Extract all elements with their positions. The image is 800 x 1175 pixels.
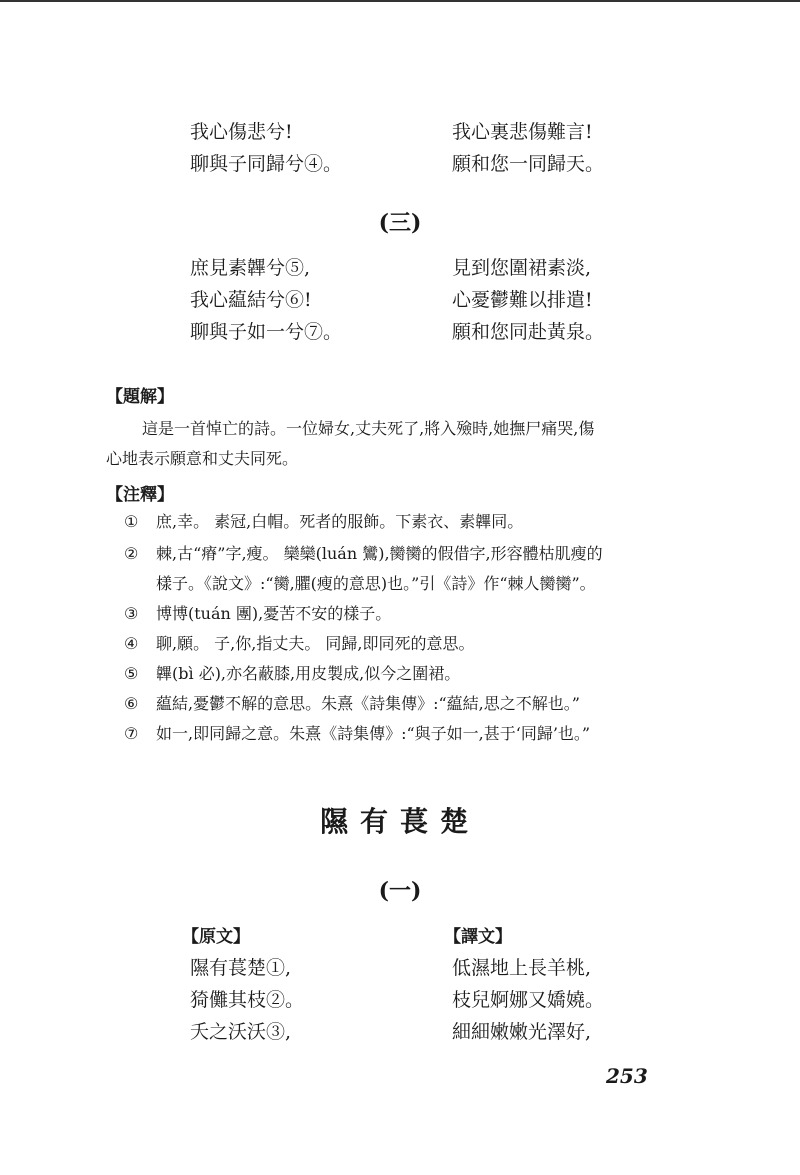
page-number: 253 xyxy=(606,1064,648,1088)
poem-line-right: 願和您同赴黃泉。 xyxy=(452,321,605,343)
poem-line-right: 枝兒婀娜又嬌嬈。 xyxy=(452,989,605,1011)
stanza-heading: (一) xyxy=(378,878,422,904)
poem-line-left: 夭之沃沃③, xyxy=(190,1021,292,1043)
note-item xyxy=(124,600,391,628)
tijie-label: 【題解】 xyxy=(106,387,174,407)
stanza-heading: (三) xyxy=(378,210,422,236)
note-text: 藴結,憂鬱不解的意思。朱熹《詩集傳》:“藴結,思之不解也。” xyxy=(156,694,580,713)
top-border xyxy=(0,0,800,2)
poem-line-right: 心憂鬱難以排遣! xyxy=(452,289,593,311)
note-number: ⑥ xyxy=(124,694,139,713)
poem-line-left: 聊與子如一兮⑦。 xyxy=(190,321,343,343)
poem-line-left: 我心藴結兮⑥! xyxy=(190,289,312,311)
poem-line-left: 聊與子同歸兮④。 xyxy=(190,153,343,175)
note-item xyxy=(124,660,460,688)
tijie-text: 這是一首悼亡的詩。一位婦女,丈夫死了,將入殮時,她撫尸痛哭,傷 xyxy=(142,419,595,438)
zhushi-label: 【注釋】 xyxy=(106,485,174,505)
poem-line-right: 低濕地上長羊桃, xyxy=(452,957,592,979)
note-text: 如一,即同歸之意。朱熹《詩集傳》:“與子如一,甚于‘同歸’也。” xyxy=(156,724,591,743)
note-number: ③ xyxy=(124,604,139,623)
note-text: 韠(bì 必),亦名蔽膝,用皮製成,似今之圍裙。 xyxy=(156,664,461,683)
note-item xyxy=(124,540,603,568)
note-number: ⑦ xyxy=(124,724,139,743)
poem-title: 隰有萇楚 xyxy=(319,805,480,838)
tijie-text: 心地表示願意和丈夫同死。 xyxy=(106,449,299,468)
note-item xyxy=(124,630,475,658)
note-number: ② xyxy=(124,544,139,563)
note-text: 庶,幸。 素冠,白帽。死者的服飾。下素衣、素韠同。 xyxy=(156,512,524,531)
poem-line-right: 細細嫩嫩光澤好, xyxy=(452,1021,592,1043)
yuanwen-label: 【原文】 xyxy=(182,927,250,947)
note-text: 棘,古“瘠”字,瘦。 欒欒(luán 鸞),臠臠的假借字,形容體枯肌瘦的 xyxy=(156,544,603,563)
note-continuation: 樣子。《說文》:“臠,臞(瘦的意思)也。”引《詩》作“棘人臠臠”。 xyxy=(156,574,596,593)
poem-line-left: 猗儺其枝②。 xyxy=(190,989,305,1011)
note-number: ④ xyxy=(124,634,139,653)
poem-line-left: 庶見素韠兮⑤, xyxy=(190,257,311,279)
note-text: 聊,願。 子,你,指丈夫。 同歸,即同死的意思。 xyxy=(156,634,475,653)
note-number: ⑤ xyxy=(124,664,139,683)
poem-line-left: 隰有萇楚①, xyxy=(190,957,292,979)
note-item xyxy=(124,508,523,536)
note-item xyxy=(124,690,580,718)
yiwen-label: 【譯文】 xyxy=(444,927,512,947)
note-item xyxy=(124,720,590,748)
poem-line-left: 我心傷悲兮! xyxy=(190,121,293,143)
poem-line-right: 我心裏悲傷難言! xyxy=(452,121,593,143)
poem-line-right: 願和您一同歸天。 xyxy=(452,153,605,175)
poem-line-right: 見到您圍裙素淡, xyxy=(452,257,592,279)
note-text: 博博(tuán 團),憂苦不安的樣子。 xyxy=(156,604,392,623)
note-number: ① xyxy=(124,512,139,531)
